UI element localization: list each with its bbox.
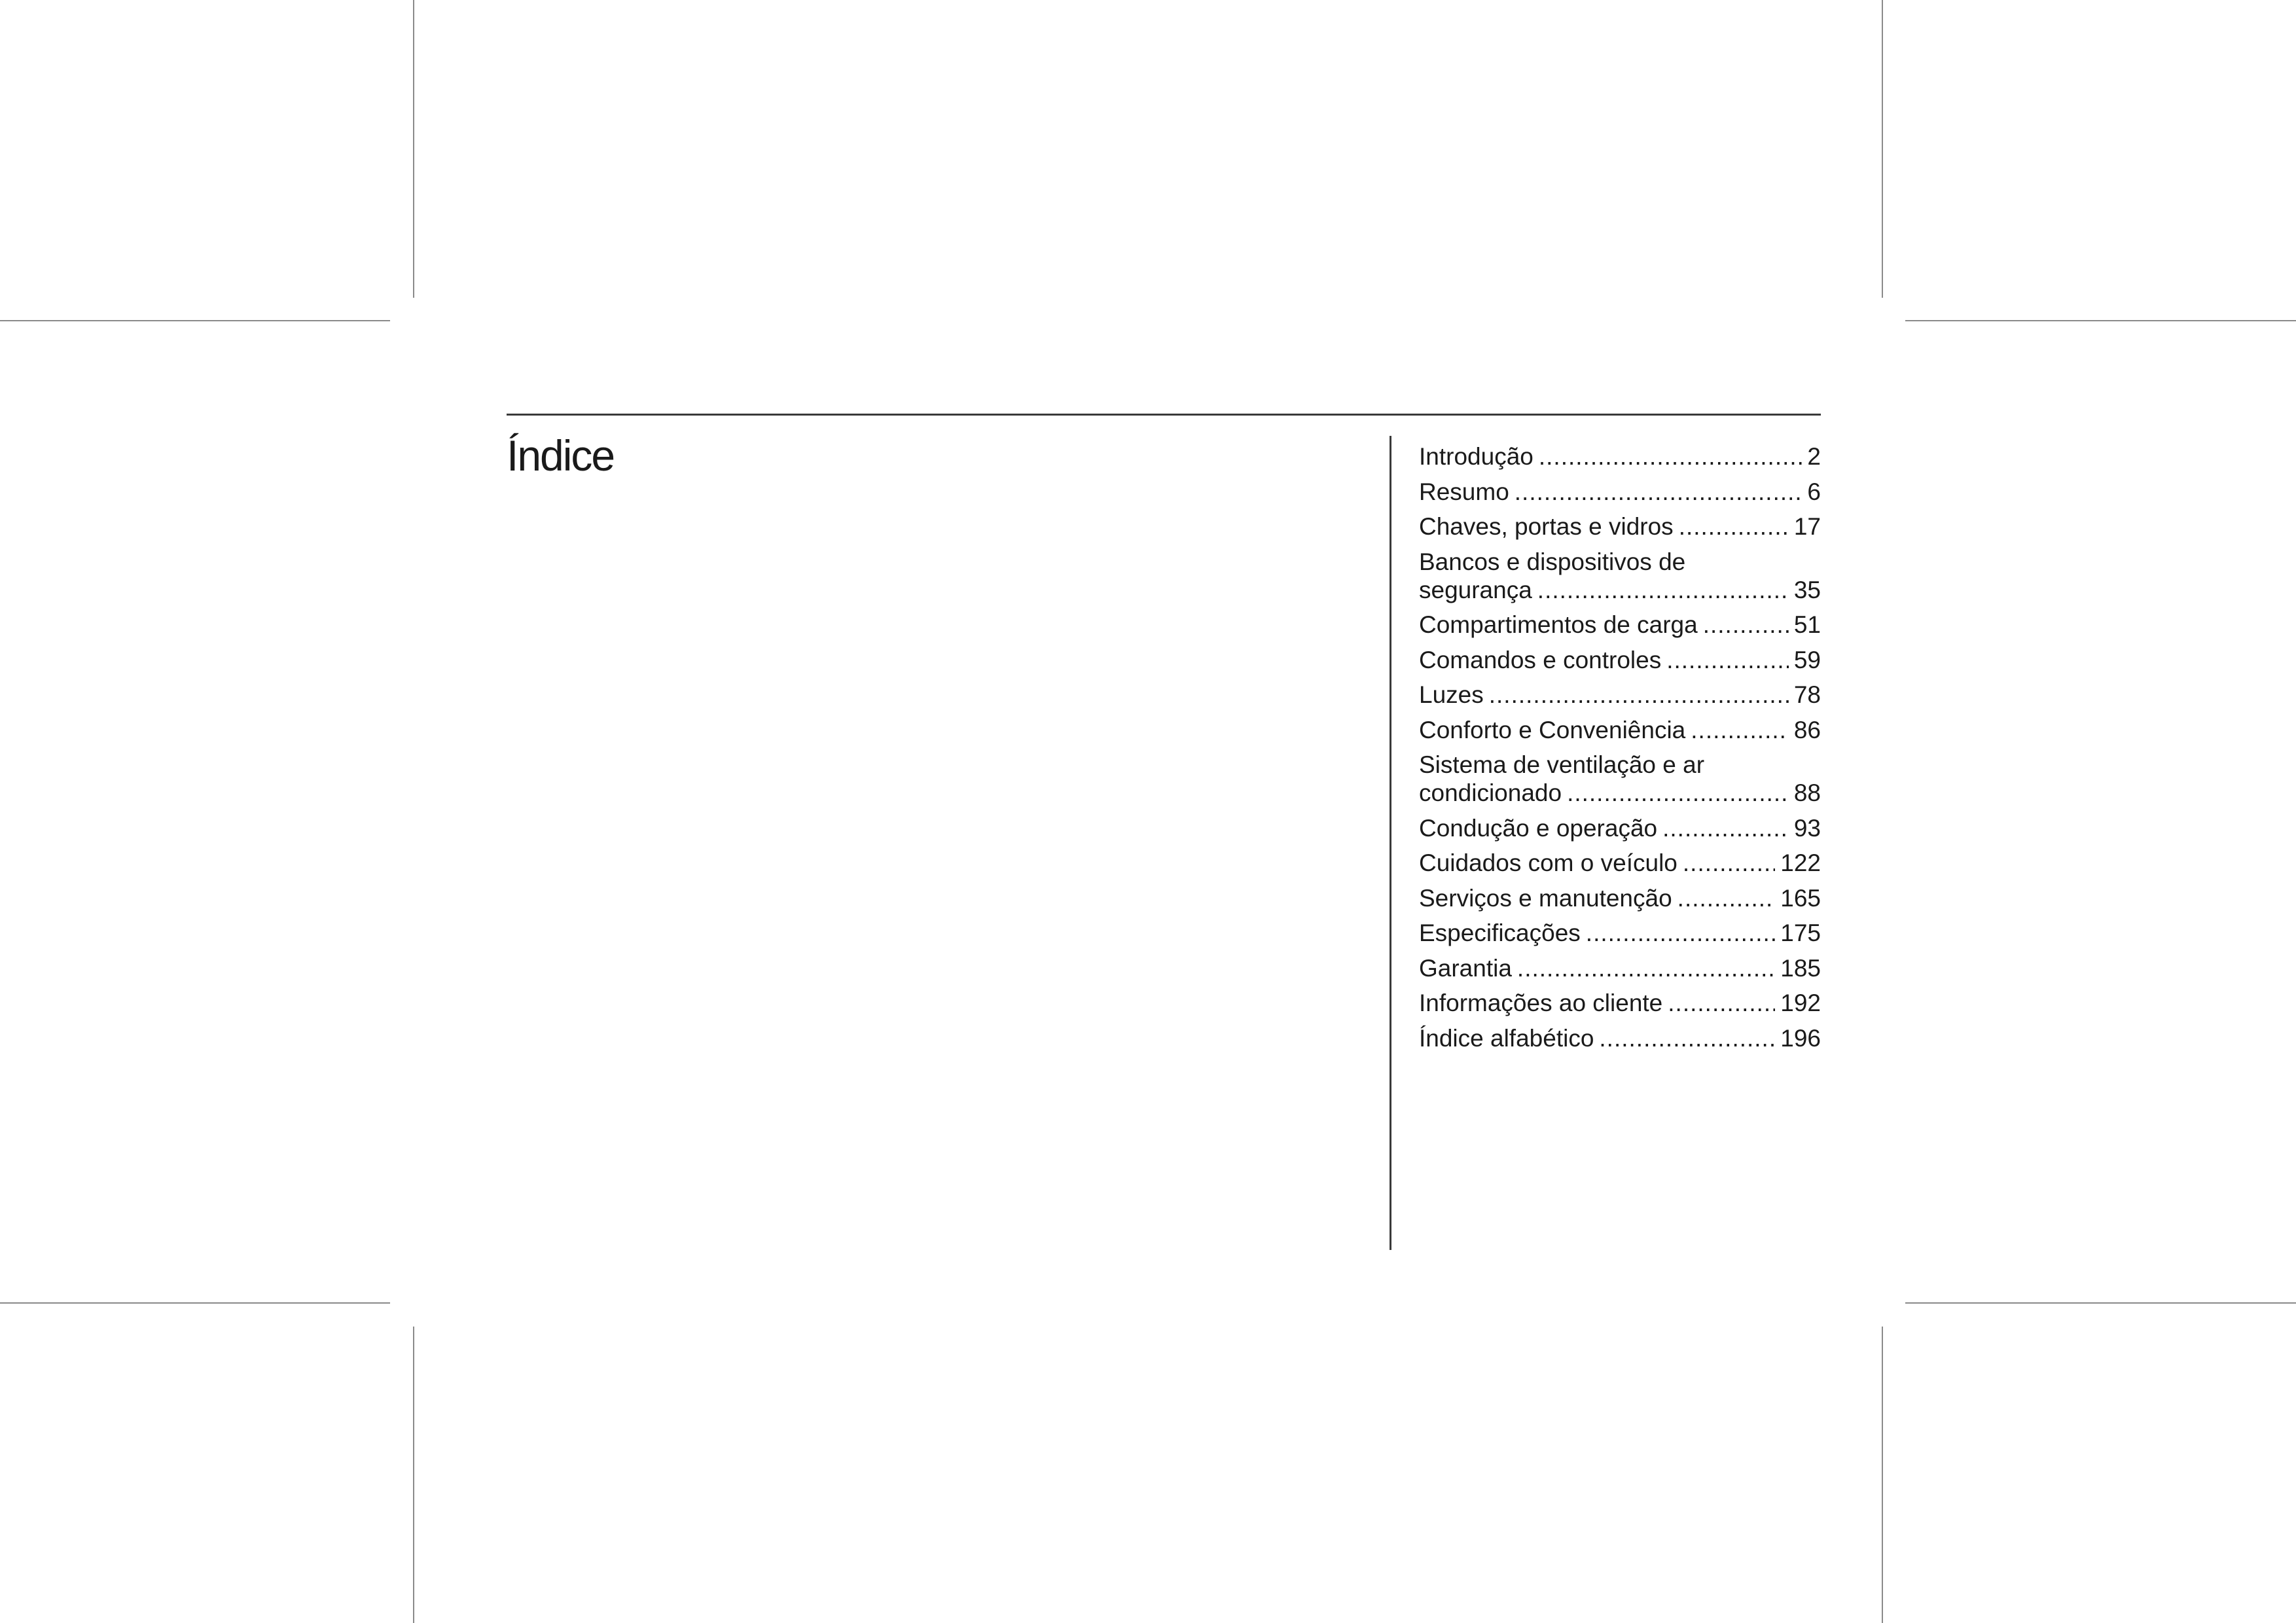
toc-entry-title: Comandos e controles bbox=[1419, 646, 1662, 673]
toc-dot-leader bbox=[1703, 611, 1789, 639]
toc-entry-line bbox=[1419, 954, 1821, 982]
toc-entry-line bbox=[1419, 814, 1821, 842]
toc-dot-leader bbox=[1668, 989, 1775, 1017]
page-title: Índice bbox=[507, 431, 615, 480]
toc-dot-leader bbox=[1666, 646, 1789, 674]
toc-entry[interactable] bbox=[1419, 919, 1821, 947]
header-rule bbox=[507, 414, 1821, 416]
toc-entry[interactable] bbox=[1419, 681, 1821, 709]
toc-entry-line bbox=[1419, 442, 1821, 471]
toc-entry-title: Compartimentos de carga bbox=[1419, 611, 1698, 638]
toc-dot-leader bbox=[1537, 576, 1789, 604]
toc-entry-line bbox=[1419, 646, 1821, 674]
toc-entry-title: segurança bbox=[1419, 576, 1532, 603]
toc-entry-line bbox=[1419, 919, 1821, 947]
toc-entry-page-number: 165 bbox=[1780, 884, 1821, 912]
toc-entry-page-number: 86 bbox=[1793, 716, 1821, 743]
toc-entry-title: Índice alfabético bbox=[1419, 1024, 1594, 1052]
toc-dot-leader bbox=[1515, 478, 1803, 506]
toc-entry[interactable] bbox=[1419, 478, 1821, 506]
toc-entry-page-number: 175 bbox=[1780, 919, 1821, 946]
toc-entry-line bbox=[1419, 512, 1821, 541]
toc-entry-title: Serviços e manutenção bbox=[1419, 884, 1672, 912]
toc-dot-leader bbox=[1567, 779, 1789, 807]
toc-entry-page-number: 185 bbox=[1780, 954, 1821, 982]
toc-entry-page-number: 2 bbox=[1807, 443, 1821, 470]
toc-dot-leader bbox=[1683, 849, 1775, 877]
toc-entry[interactable] bbox=[1419, 646, 1821, 674]
toc-entry-line bbox=[1419, 779, 1821, 807]
toc-entry[interactable] bbox=[1419, 1024, 1821, 1052]
toc-entry-title: Chaves, portas e vidros bbox=[1419, 513, 1674, 540]
toc-entry-page-number: 59 bbox=[1793, 646, 1821, 673]
toc-entry-line bbox=[1419, 716, 1821, 744]
toc-entry-page-number: 192 bbox=[1780, 990, 1821, 1016]
toc-entry-line bbox=[1419, 576, 1821, 604]
toc-entry-line bbox=[1419, 1024, 1821, 1052]
toc-entry-line bbox=[1419, 989, 1821, 1017]
crop-mark-top-left-vertical bbox=[413, 0, 414, 298]
toc-entry[interactable] bbox=[1419, 954, 1821, 982]
toc-entry-title: condicionado bbox=[1419, 779, 1562, 806]
toc-entry-line bbox=[1419, 681, 1821, 709]
crop-mark-bottom-left-vertical bbox=[413, 1327, 414, 1623]
toc-entry[interactable] bbox=[1419, 751, 1821, 807]
crop-mark-bottom-right-vertical bbox=[1882, 1327, 1883, 1623]
toc-dot-leader bbox=[1677, 884, 1776, 912]
toc-dot-leader bbox=[1586, 919, 1775, 947]
toc-entry-page-number: 93 bbox=[1793, 814, 1821, 842]
toc-dot-leader bbox=[1691, 716, 1789, 744]
toc-entry-title: Luzes bbox=[1419, 681, 1484, 708]
toc-entry-title: Condução e operação bbox=[1419, 814, 1658, 842]
toc-dot-leader bbox=[1517, 954, 1775, 982]
toc-dot-leader bbox=[1599, 1024, 1775, 1052]
toc-entry-line bbox=[1419, 478, 1821, 506]
toc-entry[interactable] bbox=[1419, 716, 1821, 744]
toc-entry-page-number: 17 bbox=[1793, 513, 1821, 540]
toc-entry-page-number: 35 bbox=[1793, 576, 1821, 603]
toc-entry[interactable] bbox=[1419, 849, 1821, 877]
toc-entry-title: Resumo bbox=[1419, 478, 1509, 505]
toc-entry-page-number: 78 bbox=[1793, 681, 1821, 708]
toc-entry-line bbox=[1419, 611, 1821, 639]
toc-entry-title-line-1: Sistema de ventilação e ar bbox=[1419, 751, 1705, 778]
toc-entry-line bbox=[1419, 884, 1821, 912]
toc-entry-page-number: 51 bbox=[1793, 611, 1821, 638]
toc-entry-title: Garantia bbox=[1419, 954, 1512, 982]
toc-entry[interactable] bbox=[1419, 611, 1821, 639]
toc-entry-page-number: 6 bbox=[1807, 478, 1821, 505]
crop-mark-top-right-vertical bbox=[1882, 0, 1883, 298]
crop-mark-bottom-left-horizontal bbox=[0, 1302, 390, 1304]
toc-entry-line bbox=[1419, 849, 1821, 877]
crop-mark-top-left-horizontal bbox=[0, 320, 390, 321]
toc-entry[interactable] bbox=[1419, 814, 1821, 842]
crop-mark-top-right-horizontal bbox=[1905, 320, 2296, 321]
toc-entry-title: Conforto e Conveniência bbox=[1419, 716, 1686, 743]
toc-dot-leader bbox=[1679, 512, 1789, 541]
toc-entry[interactable] bbox=[1419, 884, 1821, 912]
toc-entry[interactable] bbox=[1419, 989, 1821, 1017]
toc-entry[interactable] bbox=[1419, 548, 1821, 604]
toc-entry-page-number: 122 bbox=[1780, 849, 1821, 876]
toc-entry-title: Informações ao cliente bbox=[1419, 990, 1663, 1016]
toc-entry[interactable] bbox=[1419, 512, 1821, 541]
toc-dot-leader bbox=[1489, 681, 1789, 709]
table-of-contents bbox=[1419, 442, 1821, 1059]
column-divider bbox=[1390, 436, 1391, 1250]
toc-entry-title: Especificações bbox=[1419, 919, 1581, 946]
toc-entry-title: Introdução bbox=[1419, 443, 1534, 470]
crop-mark-bottom-right-horizontal bbox=[1905, 1302, 2296, 1304]
toc-dot-leader bbox=[1662, 814, 1789, 842]
toc-dot-leader bbox=[1539, 442, 1803, 471]
toc-entry-page-number: 88 bbox=[1793, 779, 1821, 806]
toc-entry[interactable] bbox=[1419, 442, 1821, 471]
toc-entry-title-line-1: Bancos e dispositivos de bbox=[1419, 548, 1686, 575]
toc-entry-page-number: 196 bbox=[1780, 1024, 1821, 1052]
toc-entry-title: Cuidados com o veículo bbox=[1419, 849, 1677, 876]
